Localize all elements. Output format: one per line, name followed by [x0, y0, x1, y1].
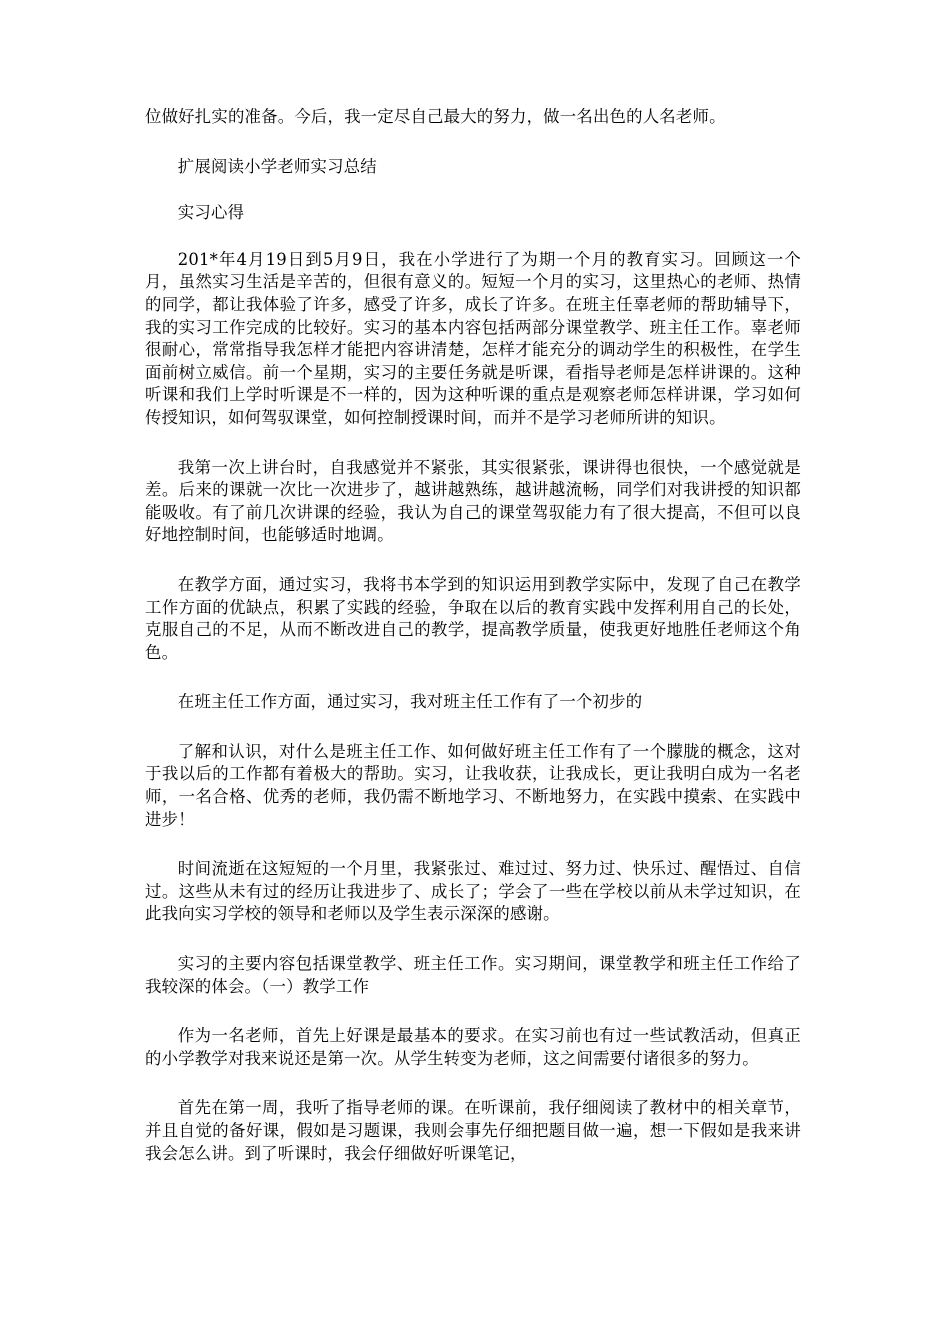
paragraph: 了解和认识，对什么是班主任工作、如何做好班主任工作有了一个朦胧的概念，这对于我以后的工作都有着极大的帮助。实习，让我收获，让我成长，更让我明白成为一名老师，一名合格、优秀的老师，我仍需不断地学习、不断地努力，在实践中摸索、在实践中进步！ [145, 741, 801, 829]
paragraph: 201*年4月19日到5月9日，我在小学进行了为期一个月的教育实习。回顾这一个月，虽然实习生活是辛苦的，但很有意义的。短短一个月的实习，这里热心的老师、热情的同学，都让我体验了许多，感受了许多，成长了许多。在班主任辜老师的帮助辅导下，我的实习工作完成的比较好。实习的基本内容包括两部分课堂教学、班主任工作。辜老师很耐心，常常指导我怎样才能把内容讲清楚，怎样才能充分的调动学生的积极性，在学生面前树立威信。前一个星期，实习的主要任务就是听课，看指导老师是怎样讲课的。这种听课和我们上学时听课是不一样的，因为这种听课的重点是观察老师怎样讲课，学习如何传授知识，如何驾驭课堂，如何控制授课时间，而并不是学习老师所讲的知识。 [145, 249, 801, 427]
paragraph: 作为一名老师，首先上好课是最基本的要求。在实习前也有过一些试教活动，但真正的小学教学对我来说还是第一次。从学生转变为老师，这之间需要付诸很多的努力。 [145, 1026, 801, 1068]
extended-reading-heading: 扩展阅读小学老师实习总结 [177, 156, 377, 176]
paragraph: 时间流逝在这短短的一个月里，我紧张过、难过过、努力过、快乐过、醒悟过、自信过。这些从未有过的经历让我进步了、成长了；学会了一些在学校以前从未学过知识，在此我向实习学校的领导和老师以及学生表示深深的感谢。 [145, 859, 801, 924]
paragraph: 在班主任工作方面，通过实习，我对班主任工作有了一个初步的 [177, 692, 643, 712]
paragraph: 我第一次上讲台时，自我感觉并不紧张，其实很紧张，课讲得也很快，一个感觉就是差。后来的课就一次比一次进步了，越讲越熟练，越讲越流畅，同学们对我讲授的知识都能吸收。有了前几次讲课的经验，我认为自己的课堂驾驭能力有了很大提高，不但可以良好地控制时间，也能够适时地调。 [145, 457, 801, 545]
section-heading: 实习心得 [177, 203, 245, 223]
paragraph-continuation: 位做好扎实的准备。今后，我一定尽自己最大的努力，做一名出色的人名老师。 [145, 107, 726, 126]
document-page [145, 106, 801, 1192]
paragraph: 在教学方面，通过实习，我将书本学到的知识运用到教学实际中，发现了自己在教学工作方面的优缺点，积累了实践的经验，争取在以后的教育实践中发挥利用自己的长处，克服自己的不足，从而不断改进自己的教学，提高教学质量，使我更好地胜任老师这个角色。 [145, 574, 801, 662]
paragraph: 实习的主要内容包括课堂教学、班主任工作。实习期间，课堂教学和班主任工作给了我较深的体会。（一）教学工作 [145, 954, 801, 996]
paragraph: 首先在第一周，我听了指导老师的课。在听课前，我仔细阅读了教材中的相关章节，并且自觉的备好课，假如是习题课，我则会事先仔细把题目做一遍，想一下假如是我来讲我会怎么讲。到了听课时，我会仔细做好听课笔记， [145, 1098, 801, 1163]
